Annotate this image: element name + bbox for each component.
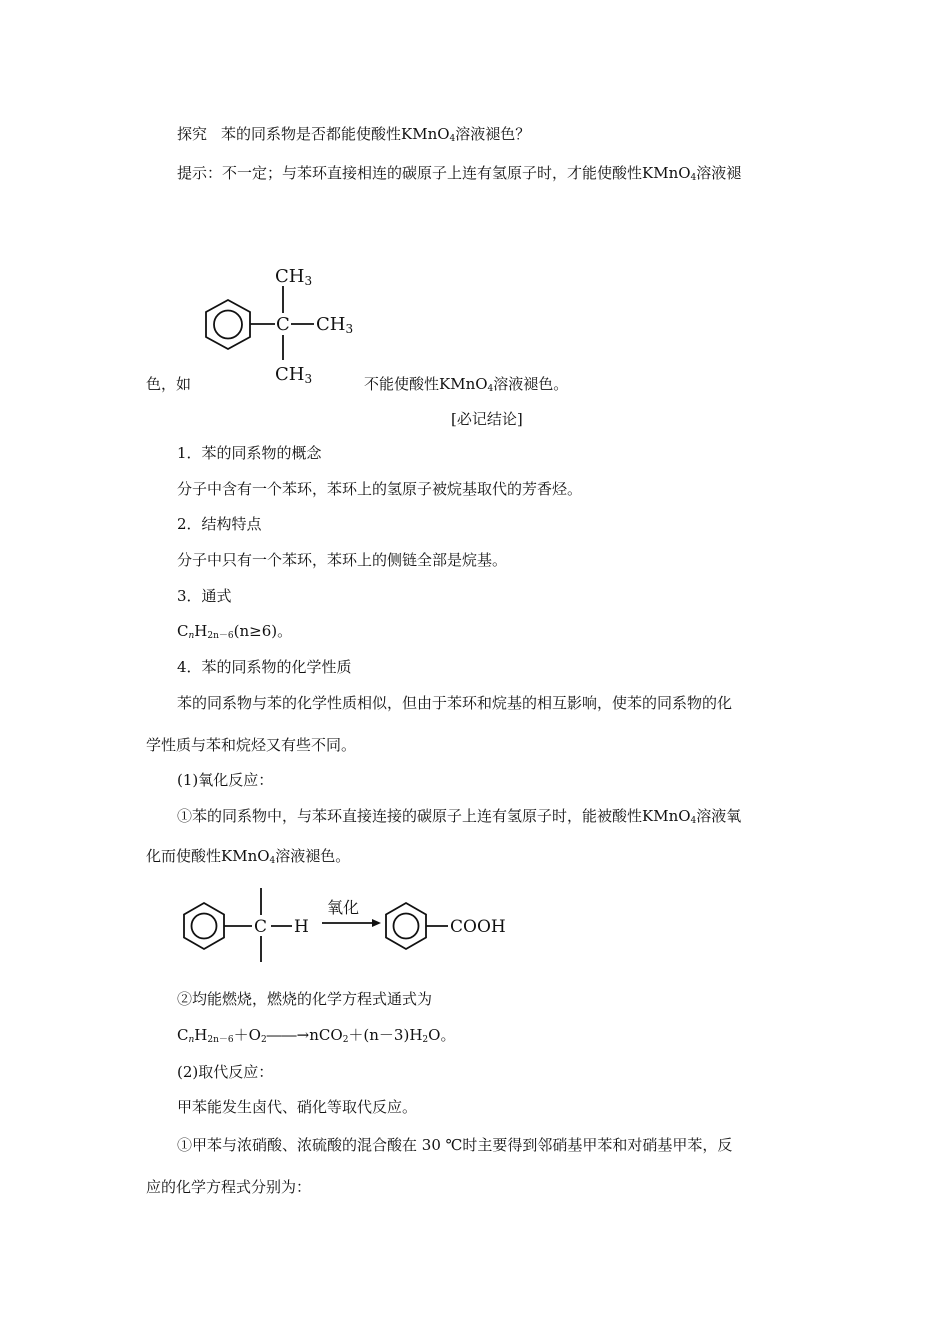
heading-chemical-properties: 4．苯的同系物的化学性质 <box>177 658 352 676</box>
oxidation-scheme <box>180 884 530 966</box>
tert-butylbenzene-structure <box>195 258 370 390</box>
svg-text:CH3: CH3 <box>275 266 313 288</box>
substitution-paragraph: 甲苯能发生卤代、硝化等取代反应。 <box>177 1098 418 1116</box>
benzene-ring-product <box>386 903 426 949</box>
paragraph-properties-1: 苯的同系物与苯的化学性质相似，但由于苯环和烷基的相互影响，使苯的同系物的化 <box>177 694 733 712</box>
benzene-ring <box>206 300 250 349</box>
general-formula: $C_nH_{2n-6}(n\ge 6)$。 <box>177 622 293 641</box>
hint-line-2: 色，如 <box>146 375 192 393</box>
paragraph-structure: 分子中只有一个苯环，苯环上的侧链全部是烷基。 <box>177 551 508 569</box>
heading-concept: 1．苯的同系物的概念 <box>177 444 322 462</box>
oxidation-item-1-line-1: ①苯的同系物中，与苯环直接连接的碳原子上连有氢原子时，能被酸性KMnO$_4$溶液氧 <box>177 807 742 826</box>
oxidation-item-2: ②均能燃烧，燃烧的化学方程式通式为 <box>177 990 433 1008</box>
paragraph-properties-2: 学性质与苯和烷烃又有些不同。 <box>146 736 357 754</box>
oxidation-item-1-line-2: 化而使酸性KMnO$_4$溶液褪色。 <box>146 847 351 866</box>
hint-line-1: 提示：不一定；与苯环直接相连的碳原子上连有氢原子时，才能使酸性KMnO$_4$溶液褪 <box>177 164 742 183</box>
heading-structure: 2．结构特点 <box>177 515 262 533</box>
substitution-item-1-line-2: 应的化学方程式分别为： <box>146 1178 312 1196</box>
explore-question: 探究 苯的同系物是否都能使酸性KMnO$_4$溶液褪色？ <box>177 125 531 144</box>
explore-label: 探究 <box>177 125 208 143</box>
svg-text:C: C <box>254 917 268 937</box>
svg-text:CH3: CH3 <box>275 364 313 386</box>
paragraph-concept: 分子中含有一个苯环，苯环上的氢原子被烷基取代的芳香烃。 <box>177 480 583 498</box>
svg-text:CH3: CH3 <box>316 314 354 336</box>
svg-text:H: H <box>294 917 309 937</box>
substitution-item-1-line-1: ①甲苯与浓硝酸、浓硫酸的混合酸在 30 ℃时主要得到邻硝基甲苯和对硝基甲苯，反 <box>177 1136 733 1154</box>
oxidation-title: (1)氧化反应： <box>177 771 274 789</box>
benzene-ring <box>184 903 224 949</box>
arrow-label: 氧化 <box>327 898 360 917</box>
svg-text:COOH: COOH <box>450 917 506 937</box>
section-title: [必记结论] <box>451 410 523 428</box>
substitution-title: (2)取代反应： <box>177 1063 274 1081</box>
heading-general-formula: 3．通式 <box>177 587 232 605</box>
explore-question-text: 苯的同系物是否都能使酸性KMnO <box>221 125 450 143</box>
combustion-equation: $C_nH_{2n-6}+O_2――\to nCO_2+(n-3)H_2O$。 <box>177 1026 456 1045</box>
hint-line-2-end: 不能使酸性KMnO$_4$溶液褪色。 <box>364 375 569 394</box>
svg-text:C: C <box>276 314 290 335</box>
